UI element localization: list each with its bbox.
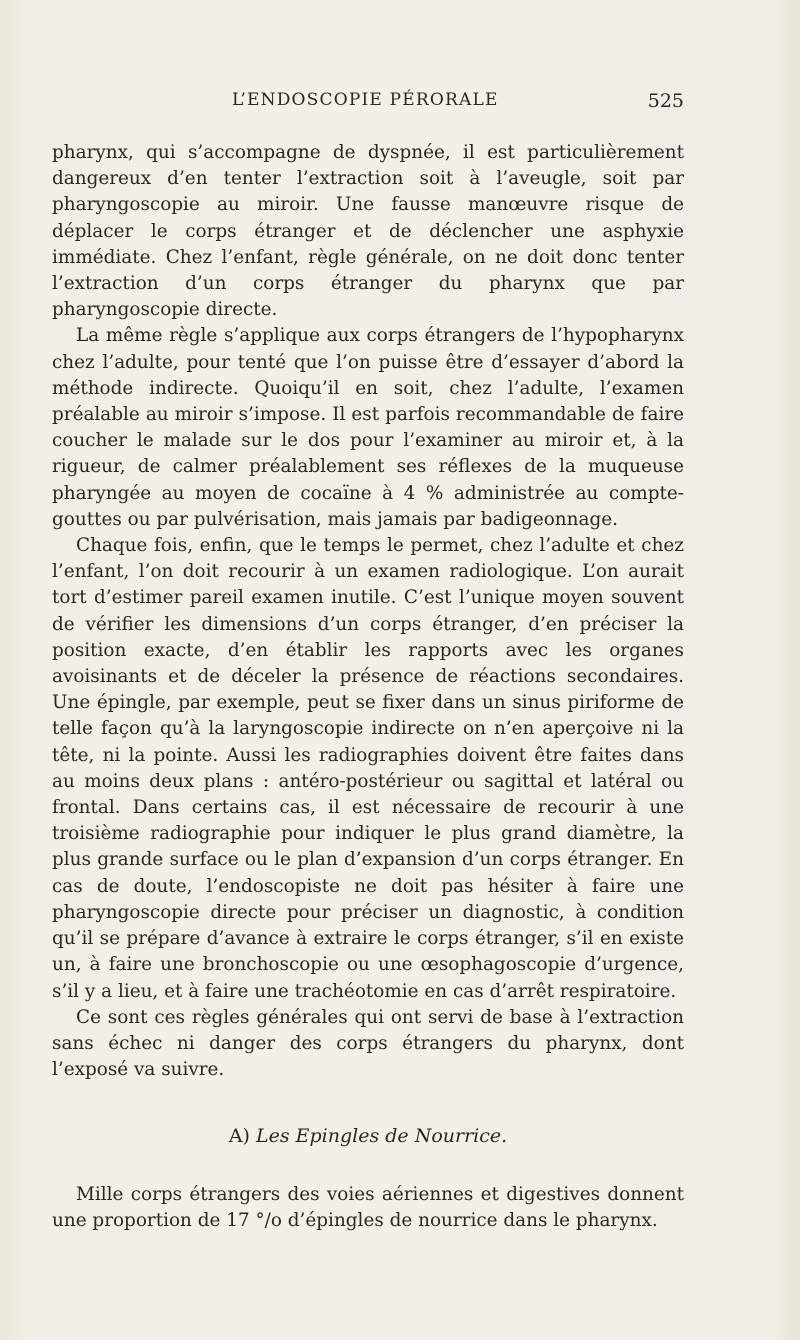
running-header [52, 90, 684, 120]
section-title: Les Epingles de Nourrice. [256, 1125, 508, 1147]
page-number: 525 [647, 90, 684, 112]
paragraph-radiology: Chaque fois, enfin, que le temps le permet, chez l’adulte et chez l’enfant, l’on doit recourir à un examen radiologique. L’on aurait tort d’estimer pareil examen inutile. C’est l’unique moyen souvent de vérifier les dimensions d’un corps étranger, d’en préciser la position exacte, d’en établir les rapports avec les organes avoisinants et de déceler la présence de réactions secondaires. Une épingle, par exemple, peut se fixer dans un sinus piriforme de telle façon qu’à la laryngoscopie indirecte on n’en aperçoive ni la tête, ni la pointe. Aussi les radiographies doivent être faites dans au moins deux plans : antéro-postérieur ou sagittal et latéral ou frontal. Dans certains cas, il est nécessaire de recourir à une troisième radiographie pour indiquer le plus grand diamètre, la plus grande surface ou le plan d’expansion d’un corps étranger. En cas de doute, l’endoscopiste ne doit pas hésiter à faire une pharyngoscopie directe pour préciser un diagnostic, à condition qu’il se prépare d’avance à extraire le corps étranger, s’il en existe un, à faire une bronchoscopie ou une œsophagoscopie d’urgence, s’il y a lieu, et à faire une trachéotomie en cas d’arrêt respiratoire. [52, 535, 684, 1002]
paragraph-hypopharynx: La même règle s’applique aux corps étrangers de l’hypopharynx chez l’adulte, pour tenté que l’on puisse être d’essayer d’abord la méthode indirecte. Quoiqu’il en soit, chez l’adulte, l’examen préalable au miroir s’impose. Il est parfois recommandable de faire coucher le malade sur le dos pour l’examiner au miroir et, à la rigueur, de calmer préalablement ses réflexes de la muqueuse pharyngée au moyen de cocaïne à 4 % administrée au compte-gouttes ou par pulvérisation, mais jamais par badigeonnage. [52, 325, 684, 530]
paragraph-safety-pins: Mille corps étrangers des voies aériennes et digestives donnent une proportion de 17 °/o d’épingles de nourrice dans le pharynx. [52, 1184, 684, 1232]
paragraph-continuation: pharynx, qui s’accompagne de dyspnée, il est particulièrement dangereux d’en tenter l’extraction soit à l’aveugle, soit par pharyngoscopie au miroir. Une fausse manœuvre risque de déplacer le corps étranger et de déclencher une asphyxie immédiate. Chez l’enfant, règle générale, on ne doit donc tenter l’extraction d’un corps étranger du pharynx que par pharyngoscopie directe. [52, 142, 684, 321]
section-body [52, 1182, 684, 1234]
section-heading [52, 1125, 684, 1147]
paragraph-rules-summary: Ce sont ces règles générales qui ont servi de base à l’extraction sans échec ni danger des corps étrangers du pharynx, dont l’exposé va suivre. [52, 1006, 684, 1081]
section-label: A) [228, 1125, 250, 1147]
running-title: L’ENDOSCOPIE PÉRORALE [232, 90, 499, 110]
body-text [52, 140, 684, 1083]
